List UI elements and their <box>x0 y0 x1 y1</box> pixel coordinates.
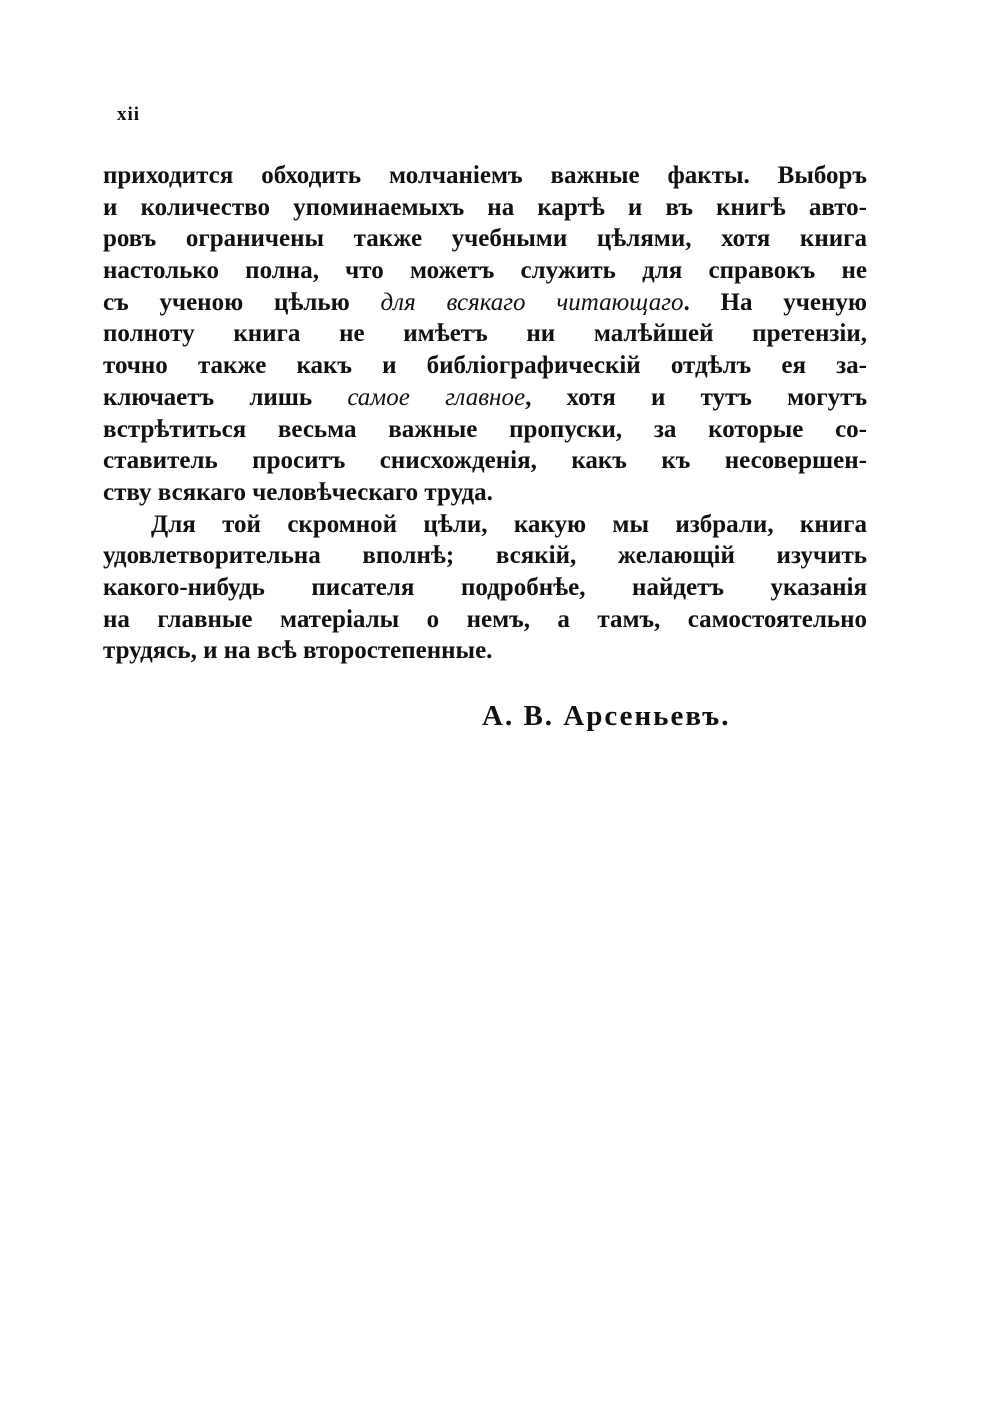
text-line <box>103 192 867 224</box>
text-segment: съ ученою цѣлью <box>103 288 381 316</box>
text-line <box>103 477 867 509</box>
text-segment: и количество упоминаемыхъ на картѣ и въ книгѣ авто- <box>103 193 867 221</box>
text-line <box>103 635 867 667</box>
text-segment: настолько полна, что можетъ служить для справокъ не <box>103 257 867 285</box>
text-line <box>103 414 867 446</box>
text-segment: точно также какъ и библіографическій отдѣлъ ея за- <box>103 352 867 380</box>
text-segment: на главные матеріалы о немъ, а тамъ, самостоятельно <box>103 605 867 633</box>
text-segment: Для той скромной цѣли, какую мы избрали, книга <box>151 510 867 538</box>
text-segment: . На ученую <box>683 288 867 316</box>
text-line <box>103 160 867 192</box>
text-segment: ству всякаго человѣческаго труда. <box>103 478 493 506</box>
text-line <box>103 382 867 414</box>
text-line <box>103 572 867 604</box>
author-signature: А. В. Арсеньевъ. <box>482 700 731 732</box>
text-segment: ровъ ограничены также учебными цѣлями, хотя книга <box>103 225 867 253</box>
text-line <box>103 604 867 636</box>
text-segment: какого-нибудь писателя подробнѣе, найдетъ указанія <box>103 573 867 601</box>
text-line <box>103 223 867 255</box>
paragraph <box>103 509 867 667</box>
body-text <box>103 160 867 667</box>
text-segment: трудясь, и на всѣ второстепенные. <box>103 637 493 665</box>
text-line <box>103 255 867 287</box>
paragraph <box>103 160 867 509</box>
text-line <box>103 509 867 541</box>
text-line <box>103 540 867 572</box>
text-segment: встрѣтиться весьма важные пропуски, за которые со- <box>103 415 867 443</box>
text-line <box>103 350 867 382</box>
italic-text: самое главное <box>347 383 526 411</box>
text-segment: ставитель проситъ снисхожденія, какъ къ несовершен- <box>103 447 867 475</box>
page-number: xii <box>117 104 141 125</box>
text-line <box>103 318 867 350</box>
text-segment: удовлетворительна вполнѣ; всякій, желающій изучить <box>103 542 867 570</box>
text-segment: приходится обходить молчаніемъ важные факты. Выборъ <box>103 162 867 189</box>
text-segment: ключаетъ лишь <box>103 383 348 411</box>
text-line <box>103 445 867 477</box>
italic-text: для всякаго читающаго <box>380 288 684 316</box>
text-segment: , хотя и тутъ могутъ <box>525 383 868 411</box>
text-segment: полноту книга не имѣетъ ни малѣйшей претензіи, <box>103 320 867 348</box>
text-line <box>103 287 867 319</box>
